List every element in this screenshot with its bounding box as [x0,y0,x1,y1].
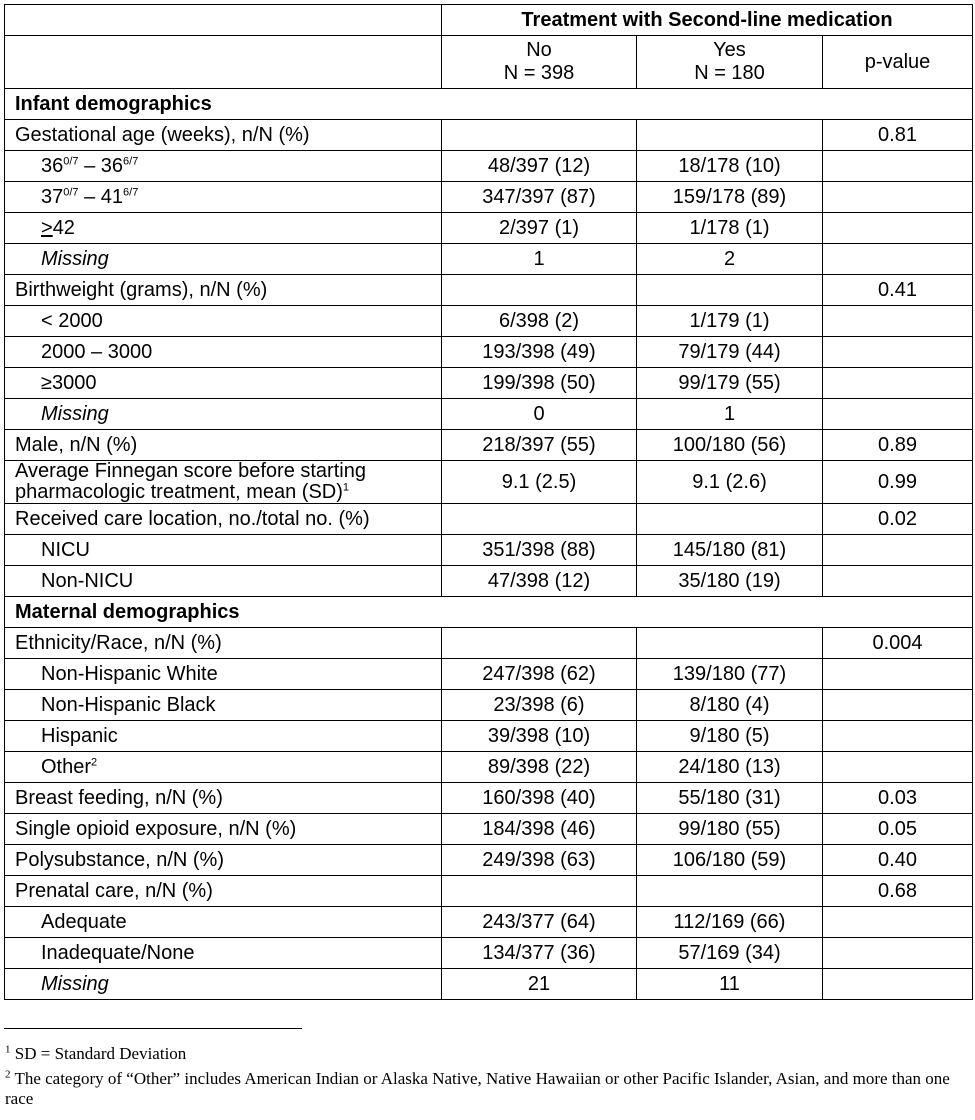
table-row [5,969,973,1000]
label-superscript: 1 [342,481,350,494]
p-value: 0.02 [823,504,973,535]
label-superscript: 0/7 [63,185,79,198]
row-label [5,659,442,690]
label-text: – 36 [78,154,124,177]
row-label [5,182,442,213]
table-row [5,306,973,337]
row-label [5,461,442,504]
row-label [5,213,442,244]
header-empty-cell [5,5,442,36]
table-row [5,461,973,504]
col-yes-header [637,36,823,89]
table-row [5,938,973,969]
underlined-char: > [41,216,53,239]
label-text: Adequate [41,910,127,933]
header-label-cell [5,36,442,89]
label-text: Prenatal care, n/N (%) [15,879,213,902]
label-text: Missing [41,972,109,995]
p-value: 0.05 [823,814,973,845]
label-text: >42 [41,216,75,239]
value-yes: 79/179 (44) [637,337,823,368]
label-text: Missing [41,247,109,270]
table-row [5,120,973,151]
value-no: 89/398 (22) [442,752,637,783]
p-value [823,368,973,399]
table-row [5,907,973,938]
row-label [5,306,442,337]
footnote-2-mark: 2 [5,1068,11,1081]
value-no: 48/397 (12) [442,151,637,182]
label-superscript: 2 [91,755,98,768]
row-label [5,969,442,1000]
footnote-1-mark: 1 [5,1043,11,1056]
table-row [5,368,973,399]
table-row [5,876,973,907]
row-label [5,275,442,306]
label-text: 36 [41,154,64,177]
value-no: 0 [442,399,637,430]
section-row [5,89,973,120]
value-no: 249/398 (63) [442,845,637,876]
label-text: Single opioid exposure, n/N (%) [15,817,297,840]
value-yes [637,275,823,306]
value-yes: 18/178 (10) [637,151,823,182]
p-value [823,151,973,182]
table-row [5,275,973,306]
label-text: Infant demographics [15,92,212,115]
value-yes [637,876,823,907]
label-text-line1: Average Finnegan score before starting [15,460,366,482]
p-value [823,659,973,690]
label-text: ≥3000 [41,371,97,394]
footnote-1-text: SD = Standard Deviation [10,1044,187,1063]
p-value [823,244,973,275]
value-yes: 24/180 (13) [637,752,823,783]
table-row [5,721,973,752]
value-yes: 99/179 (55) [637,368,823,399]
table-row [5,628,973,659]
value-yes: 106/180 (59) [637,845,823,876]
p-value [823,938,973,969]
p-value: 0.004 [823,628,973,659]
label-text: Polysubstance, n/N (%) [15,848,224,871]
label-text: – 41 [78,185,124,208]
section-row [5,597,973,628]
table-row [5,752,973,783]
value-no: 199/398 (50) [442,368,637,399]
label-text: Birthweight (grams), n/N (%) [15,278,268,301]
p-value [823,213,973,244]
value-no: 351/398 (88) [442,535,637,566]
row-label [5,120,442,151]
col-p-header: p-value [823,36,973,89]
value-yes: 145/180 (81) [637,535,823,566]
header-columns-row [5,36,973,89]
value-yes: 9/180 (5) [637,721,823,752]
label-text-line2: pharmacologic treatment, mean (SD) [15,481,343,503]
value-no [442,504,637,535]
value-yes: 139/180 (77) [637,659,823,690]
p-value: 0.40 [823,845,973,876]
col-no-header [442,36,637,89]
row-label [5,504,442,535]
row-label [5,566,442,597]
label-text: Maternal demographics [15,600,240,623]
label-text: Ethnicity/Race, n/N (%) [15,631,222,654]
table-row [5,244,973,275]
value-no: 6/398 (2) [442,306,637,337]
value-no: 160/398 (40) [442,783,637,814]
value-no: 247/398 (62) [442,659,637,690]
value-no [442,275,637,306]
value-no: 193/398 (49) [442,337,637,368]
row-label [5,814,442,845]
footnote-2-text: The category of “Other” includes American Indian or Alaska Native, Native Hawaiian or other Pacific Islander, Asian, and more than one race [5,1069,950,1108]
value-no: 1 [442,244,637,275]
value-no: 9.1 (2.5) [442,461,637,504]
row-label [5,337,442,368]
p-value: 0.68 [823,876,973,907]
p-value [823,306,973,337]
p-value: 0.99 [823,461,973,504]
value-no: 347/397 (87) [442,182,637,213]
row-label [5,876,442,907]
label-superscript: 6/7 [123,154,139,167]
row-label [5,938,442,969]
value-yes: 100/180 (56) [637,430,823,461]
footnote-1 [5,1044,965,1064]
label-superscript: 6/7 [123,185,139,198]
row-label [5,368,442,399]
value-yes: 1/179 (1) [637,306,823,337]
demographics-table [4,4,973,1000]
table-row [5,151,973,182]
value-no [442,876,637,907]
p-value [823,752,973,783]
row-label [5,535,442,566]
label-text: Hispanic [41,724,118,747]
row-label [5,151,442,182]
row-label [5,752,442,783]
label-text: Non-Hispanic White [41,662,218,685]
value-yes [637,628,823,659]
row-label [5,721,442,752]
table-row [5,535,973,566]
row-label [5,89,973,120]
value-yes [637,504,823,535]
label-text: NICU [41,538,90,561]
table-row [5,814,973,845]
label-text: Other [41,755,92,778]
label-superscript: 0/7 [63,154,79,167]
table-row [5,430,973,461]
footnote-2 [5,1069,965,1109]
label-text: Non-NICU [41,569,134,592]
row-label [5,597,973,628]
col-no-n: N = 398 [503,62,575,84]
value-no: 2/397 (1) [442,213,637,244]
value-no: 39/398 (10) [442,721,637,752]
p-value: 0.03 [823,783,973,814]
p-value [823,535,973,566]
label-text: Breast feeding, n/N (%) [15,786,223,809]
p-value [823,566,973,597]
value-yes: 1/178 (1) [637,213,823,244]
p-value [823,721,973,752]
value-yes: 11 [637,969,823,1000]
value-yes: 112/169 (66) [637,907,823,938]
value-yes: 159/178 (89) [637,182,823,213]
label-text: Gestational age (weeks), n/N (%) [15,123,310,146]
row-label [5,783,442,814]
table-row [5,659,973,690]
row-label [5,430,442,461]
label-text: 2000 – 3000 [41,340,153,363]
p-value: 0.81 [823,120,973,151]
label-text: Male, n/N (%) [15,433,138,456]
p-value [823,182,973,213]
row-label [5,907,442,938]
value-no: 21 [442,969,637,1000]
table-row [5,783,973,814]
value-yes: 9.1 (2.6) [637,461,823,504]
value-yes: 35/180 (19) [637,566,823,597]
col-yes-label: Yes [713,39,746,61]
footnote-divider [4,1028,302,1029]
table-row [5,337,973,368]
row-label [5,244,442,275]
table-row [5,845,973,876]
label-text: < 2000 [41,309,103,332]
table-row [5,399,973,430]
value-no: 218/397 (55) [442,430,637,461]
col-yes-n: N = 180 [694,62,765,84]
header-group-row [5,5,973,36]
table-row [5,182,973,213]
p-value [823,690,973,721]
value-no: 47/398 (12) [442,566,637,597]
value-no [442,120,637,151]
p-value [823,399,973,430]
value-no: 243/377 (64) [442,907,637,938]
row-label [5,628,442,659]
label-text: Non-Hispanic Black [41,693,216,716]
p-value [823,907,973,938]
table-row [5,566,973,597]
value-yes: 55/180 (31) [637,783,823,814]
label-line2-wrap [15,482,437,503]
value-no [442,628,637,659]
p-value [823,337,973,368]
value-yes: 57/169 (34) [637,938,823,969]
value-yes [637,120,823,151]
value-no: 134/377 (36) [442,938,637,969]
label-text: Received care location, no./total no. (%) [15,507,370,530]
table-row [5,504,973,535]
col-no-label: No [526,39,552,61]
table-row [5,690,973,721]
group-title: Treatment with Second-line medication [442,5,973,36]
row-label [5,399,442,430]
value-no: 23/398 (6) [442,690,637,721]
p-value [823,969,973,1000]
label-text: 37 [41,185,64,208]
value-yes: 99/180 (55) [637,814,823,845]
p-value: 0.89 [823,430,973,461]
label-text: Missing [41,402,109,425]
p-value: 0.41 [823,275,973,306]
label-text: Inadequate/None [41,941,195,964]
value-yes: 1 [637,399,823,430]
row-label [5,690,442,721]
row-label [5,845,442,876]
table-row [5,213,973,244]
value-yes: 2 [637,244,823,275]
value-yes: 8/180 (4) [637,690,823,721]
value-no: 184/398 (46) [442,814,637,845]
